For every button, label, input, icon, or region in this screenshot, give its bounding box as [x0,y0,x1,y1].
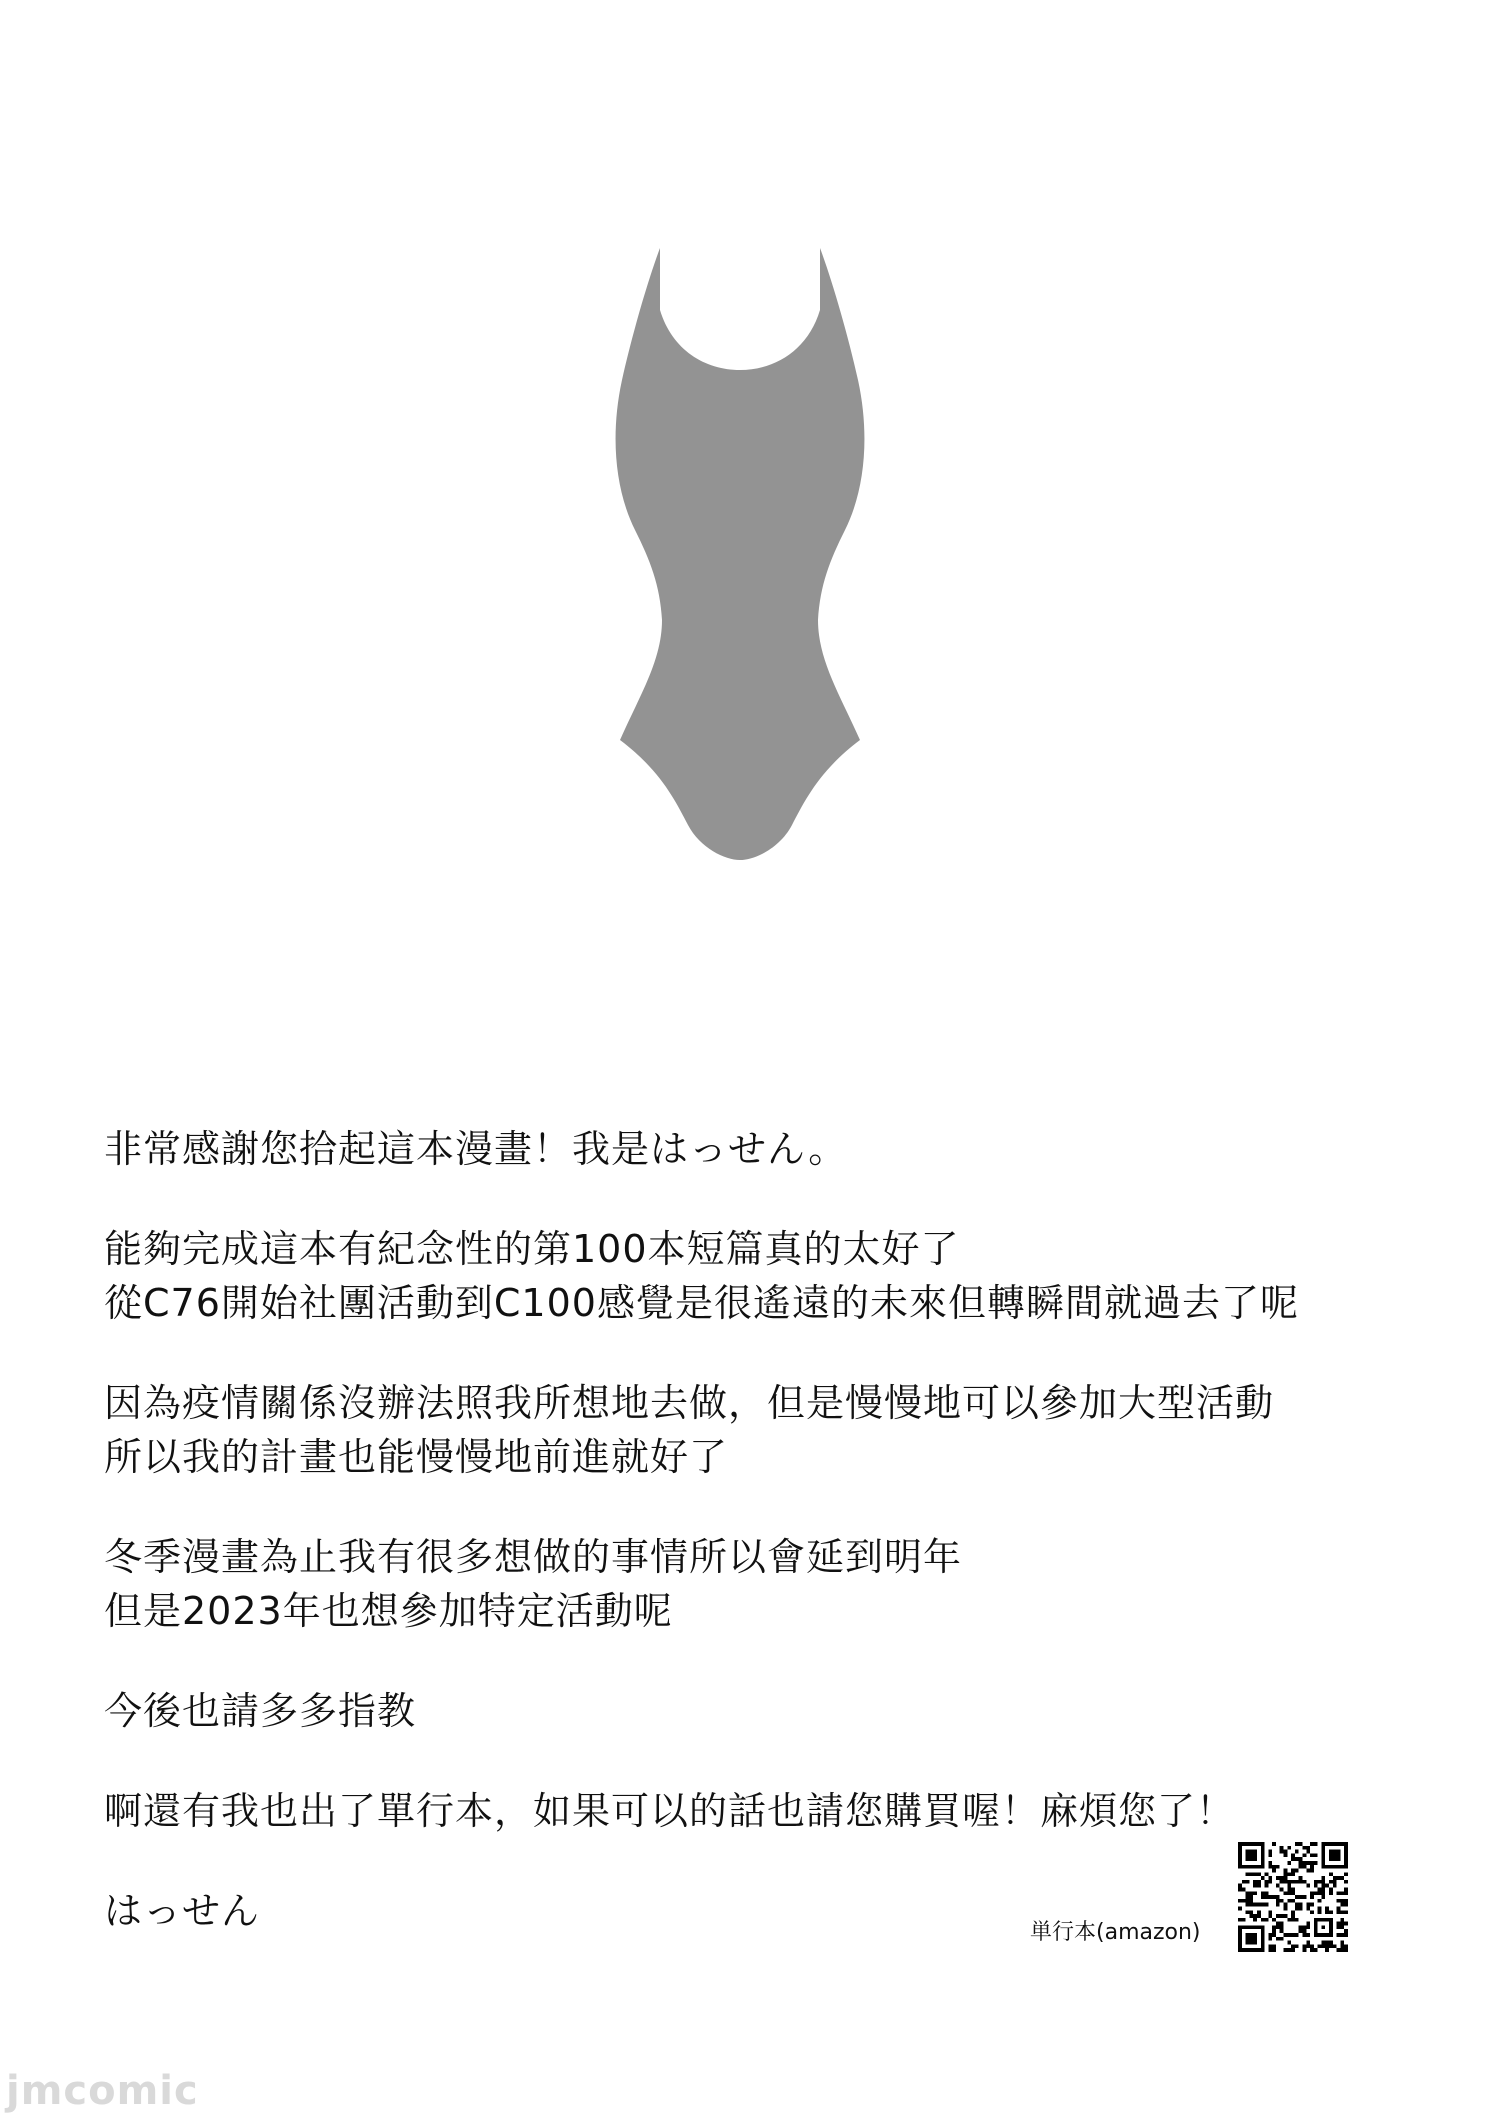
watermark: jmcomic [6,2068,199,2114]
message-paragraph [104,1122,1404,1176]
swimsuit-silhouette-icon [580,240,900,860]
message-paragraph [104,1884,1404,1938]
message-paragraph [104,1222,1404,1330]
message-paragraph [104,1376,1404,1484]
message-line: 能夠完成這本有紀念性的第100本短篇真的太好了 [104,1227,960,1271]
message-line: はっせん [104,1889,261,1933]
message-line: 今後也請多多指教 [104,1689,417,1733]
message-line: 但是2023年也想參加特定活動呢 [104,1589,673,1633]
message-line: 冬季漫畫為止我有很多想做的事情所以會延到明年 [104,1535,963,1579]
message-paragraph [104,1684,1404,1738]
message-line: 非常感謝您拾起這本漫畫！我是はっせん。 [104,1127,848,1171]
qr-code-icon[interactable] [1238,1842,1348,1952]
message-line: 從C76開始社團活動到C100感覺是很遙遠的未來但轉瞬間就過去了呢 [104,1281,1299,1325]
message-line: 啊還有我也出了單行本，如果可以的話也請您購買喔！麻煩您了！ [104,1789,1236,1833]
afterword-message [104,1122,1404,1984]
message-line: 因為疫情關係沒辦法照我所想地去做，但是慢慢地可以參加大型活動 [104,1381,1275,1425]
message-line: 所以我的計畫也能慢慢地前進就好了 [104,1435,729,1479]
message-paragraph [104,1784,1404,1838]
qr-label: 単行本(amazon) [1030,1920,1201,1945]
message-paragraph [104,1530,1404,1638]
